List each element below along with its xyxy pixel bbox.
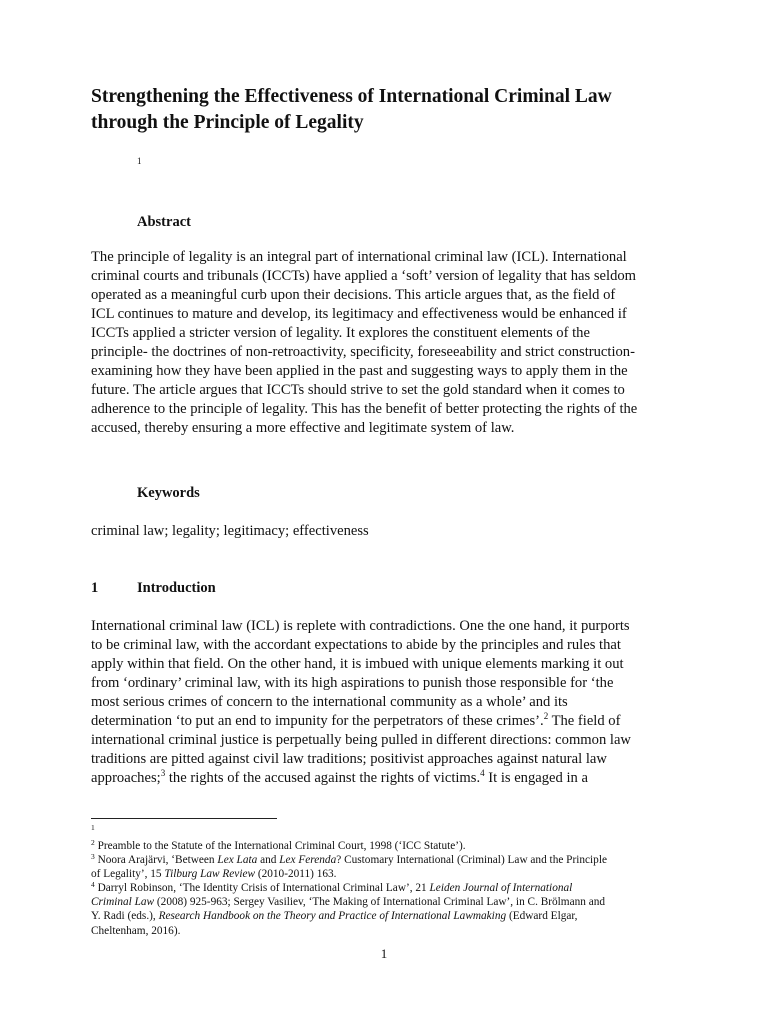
intro-line: most serious crimes of concern to the international community as a whole’ and its xyxy=(91,694,568,710)
page-number: 1 xyxy=(380,946,388,961)
abstract-line: ICCTs applied a stricter version of legality. It explores the constituent elements of the xyxy=(91,325,590,341)
footnote-text: and xyxy=(257,854,280,866)
intro-line xyxy=(91,712,691,731)
footnote-line xyxy=(91,881,677,895)
footnote-italic: Lex Ferenda xyxy=(279,854,337,866)
footnote-ref-4[interactable]: 4 xyxy=(480,768,485,778)
author-footnote-marker: 1 xyxy=(137,156,142,166)
paper-title xyxy=(91,84,691,136)
footnote-number: 2 xyxy=(91,838,95,847)
footnote-number: 4 xyxy=(91,880,95,889)
abstract-line: principle- the doctrines of non-retroactivity, specificity, foreseeability and strict construction- xyxy=(91,344,635,360)
footnote-line xyxy=(91,853,677,867)
intro-line: traditions are pitted against civil law traditions; positivist approaches against natural law xyxy=(91,751,607,767)
footnote-line xyxy=(91,867,677,881)
abstract-line: accused, thereby ensuring a more effective and legitimate system of law. xyxy=(91,420,515,436)
section-number: 1 xyxy=(91,580,99,596)
intro-text: The field of xyxy=(548,713,621,729)
intro-line: to be criminal law, with the accordant expectations to abide by the principles and rules that xyxy=(91,637,621,653)
intro-line: apply within that field. On the other hand, it is imbued with unique elements marking it out xyxy=(91,656,624,672)
footnote-line xyxy=(91,895,677,909)
abstract-line: examining how they have been applied in the past and suggesting ways to apply them in the xyxy=(91,363,628,379)
footnote-1 xyxy=(91,824,677,838)
footnote-text: (2008) 925-963; Sergey Vasiliev, ‘The Making of International Criminal Law’, in C. Brölmann and xyxy=(154,896,606,909)
intro-text: determination ‘to put an end to impunity for the perpetrators of these crimes’. xyxy=(91,713,544,729)
abstract-line: adherence to the principle of legality. This has the benefit of better protecting the rights of the xyxy=(91,401,638,417)
footnote-ref-2[interactable]: 2 xyxy=(543,711,549,721)
footnote-text: Preamble to the Statute of the International Criminal Court, 1998 (‘ICC Statute’). xyxy=(97,840,466,852)
abstract-line: ICL continues to mature and develop, its legitimacy and effectiveness would be enhanced if xyxy=(91,306,627,322)
intro-text: It is engaged in a xyxy=(484,770,588,786)
title-line: Strengthening the Effectiveness of International Criminal Law xyxy=(91,86,612,107)
footnote-number: 3 xyxy=(91,852,95,861)
footnote-text: Noora Arajärvi, ‘Between xyxy=(97,854,218,866)
abstract-heading: Abstract xyxy=(137,214,191,230)
footnote-4 xyxy=(91,881,677,938)
footnote-2 xyxy=(91,839,677,853)
footnote-text: Darryl Robinson, ‘The Identity Crisis of International Criminal Law’, 21 xyxy=(97,882,430,894)
footnote-text: (Edward Elgar, xyxy=(506,910,578,923)
footnote-text: (2010-2011) 163. xyxy=(255,868,337,881)
intro-text: the rights of the accused against the rights of victims. xyxy=(165,770,481,786)
abstract-line: criminal courts and tribunals (ICCTs) have applied a ‘soft’ version of legality that has seldom xyxy=(91,268,637,284)
abstract-line: operated as a meaningful curb upon their decisions. This article argues that, as the field of xyxy=(91,287,616,303)
footnote-divider xyxy=(91,818,277,819)
footnote-line xyxy=(91,909,677,923)
intro-line: International criminal law (ICL) is replete with contradictions. One the one hand, it purports xyxy=(91,618,630,634)
intro-line: from ‘ordinary’ criminal law, with its high aspirations to punish those responsible for ‘the xyxy=(91,675,614,691)
keywords-list: criminal law; legality; legitimacy; effectiveness xyxy=(91,523,369,539)
footnote-italic: Lex Lata xyxy=(217,854,258,866)
intro-line xyxy=(91,769,691,788)
intro-text: approaches; xyxy=(91,770,161,786)
footnote-line xyxy=(91,924,677,938)
footnote-ref-3[interactable]: 3 xyxy=(160,768,166,778)
keywords-heading: Keywords xyxy=(137,485,200,501)
footnote-text: Y. Radi (eds.), xyxy=(91,910,159,923)
footnote-number: 1 xyxy=(91,823,95,832)
title-line: through the Principle of Legality xyxy=(91,112,364,133)
footnote-italic: Leiden Journal of International xyxy=(429,882,573,894)
footnote-italic: Research Handbook on the Theory and Practice of International Lawmaking xyxy=(158,910,507,923)
footnote-text: of Legality’, 15 xyxy=(91,868,165,881)
footnote-3 xyxy=(91,853,677,881)
footnote-italic: Tilburg Law Review xyxy=(164,868,256,881)
footnote-text: Cheltenham, 2016). xyxy=(91,924,181,937)
abstract-line: The principle of legality is an integral part of international criminal law (ICL). International xyxy=(91,249,627,265)
abstract-line: future. The article argues that ICCTs should strive to set the gold standard when it comes to xyxy=(91,382,625,398)
introduction-heading: Introduction xyxy=(137,580,216,596)
introduction-body xyxy=(91,617,691,788)
intro-line: international criminal justice is perpetually being pulled in different directions: common law xyxy=(91,732,631,748)
footnote-italic: Criminal Law xyxy=(91,896,155,909)
footnote-line xyxy=(91,839,677,853)
abstract-body xyxy=(91,248,691,438)
footnote-text: ? Customary International (Criminal) Law and the Principle xyxy=(336,854,607,866)
